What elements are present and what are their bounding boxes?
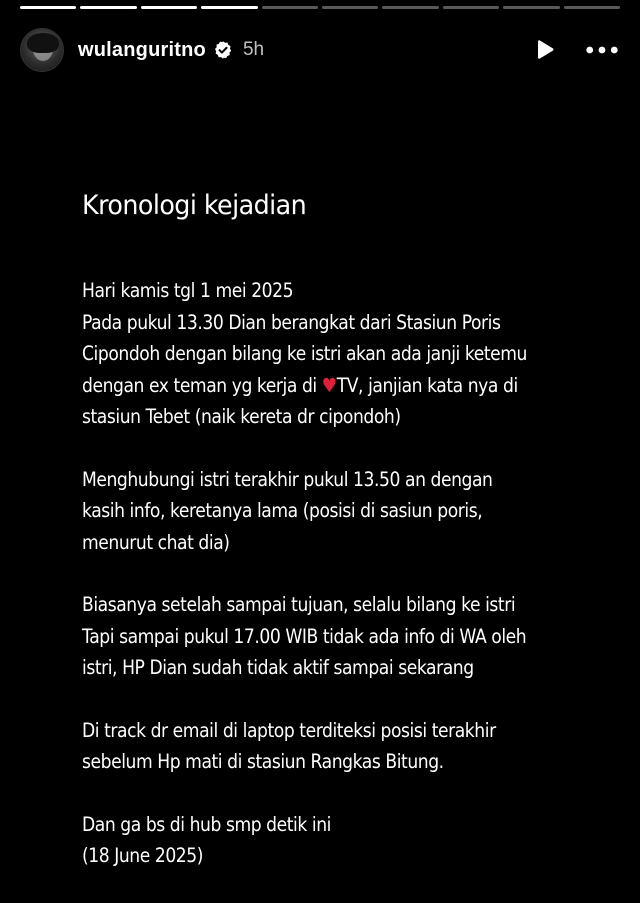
verified-badge-icon — [213, 40, 233, 60]
text-line: Cipondoh dengan bilang ke istri akan ada janji ketemu — [82, 342, 527, 365]
progress-segment — [80, 6, 136, 9]
progress-segment — [201, 6, 257, 9]
more-options-icon[interactable] — [584, 36, 620, 64]
text-line: (18 June 2025) — [82, 844, 204, 867]
progress-segment — [503, 6, 559, 9]
paragraph — [82, 809, 602, 872]
heart-sticker-icon: ♥ — [321, 373, 337, 397]
progress-segment — [262, 6, 318, 9]
story-header — [20, 26, 620, 74]
progress-segment — [322, 6, 378, 9]
text-line: stasiun Tebet (naik kereta dr cipondoh) — [82, 405, 401, 428]
progress-segment — [443, 6, 499, 9]
text-segment: dengan ex teman yg kerja di — [82, 373, 322, 397]
paragraph — [82, 715, 602, 778]
progress-segment — [382, 6, 438, 9]
text-line: Dan ga bs di hub smp detik ini — [82, 812, 331, 836]
text-line: Menghubungi istri terakhir pukul 13.50 an dengan — [82, 467, 493, 491]
progress-segment — [564, 6, 620, 9]
text-line: Biasanya setelah sampai tujuan, selalu bilang ke istri — [82, 593, 516, 616]
text-line: istri, HP Dian sudah tidak aktif sampai sekarang — [82, 656, 474, 679]
text-line: kasih info, keretanya lama (posisi di sasiun poris, — [82, 499, 483, 522]
progress-segment — [141, 6, 197, 9]
text-line: Tapi sampai pukul 17.00 WIB tidak ada info di WA oleh — [82, 624, 527, 648]
text-line: sebelum Hp mati di stasiun Rangkas Bitung. — [82, 750, 444, 773]
story-content — [82, 190, 602, 903]
text-segment: TV, janjian kata nya di — [336, 373, 518, 397]
post-title: Kronologi kejadian — [82, 190, 307, 221]
paragraph — [82, 464, 602, 559]
progress-segment — [20, 6, 76, 9]
story-progress-bar — [20, 6, 620, 9]
play-icon[interactable] — [530, 36, 558, 64]
avatar[interactable] — [20, 28, 64, 72]
text-line — [82, 370, 540, 402]
text-line: Hari kamis tgl 1 mei 2025 — [82, 279, 294, 302]
post-time: 5h — [242, 39, 265, 60]
username[interactable]: wulanguritno — [78, 38, 206, 61]
text-line: Di track dr email di laptop terditeksi posisi terakhir — [82, 718, 496, 742]
text-line: Pada pukul 13.30 Dian berangkat dari Stasiun Poris — [82, 310, 501, 334]
text-line: menurut chat dia) — [82, 530, 230, 554]
paragraph — [82, 589, 602, 684]
paragraph — [82, 275, 602, 433]
